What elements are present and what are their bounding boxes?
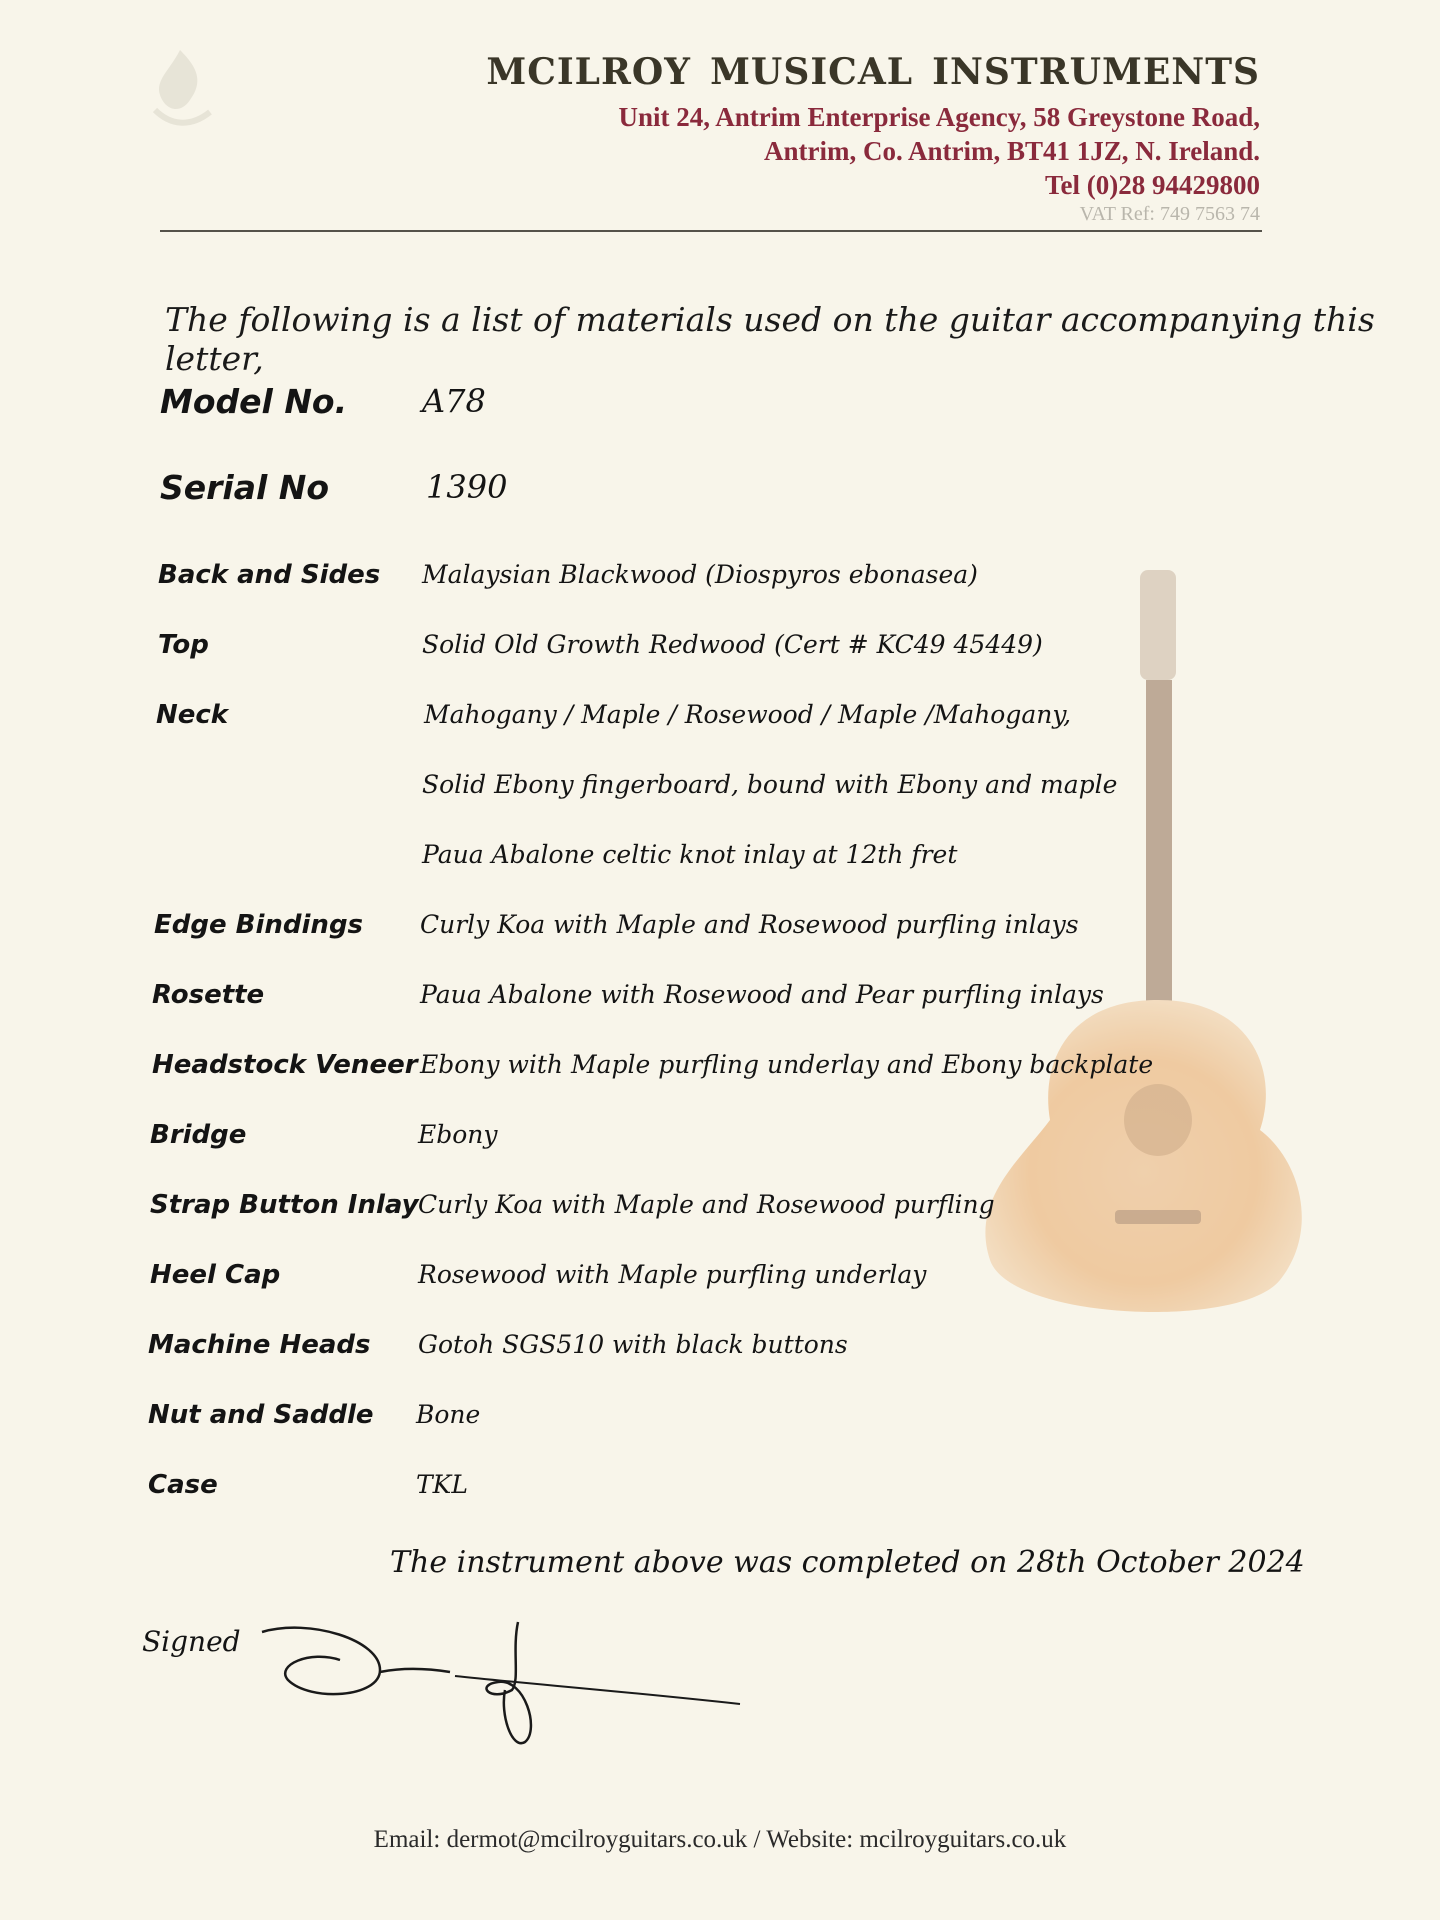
spec-value: Solid Old Growth Redwood (Cert # KC49 45449) [422, 630, 1043, 659]
signed-label: Signed [142, 1625, 241, 1658]
header-divider [160, 230, 1262, 232]
company-name: mcilroy musical instruments [486, 36, 1260, 97]
spec-value: Ebony with Maple purfling underlay and Ebony backplate [420, 1050, 1154, 1079]
handwritten-signature-icon [250, 1610, 750, 1760]
spec-row-nut-saddle [0, 1400, 1440, 1460]
spec-value: A78 [422, 382, 486, 420]
spec-row-top [0, 630, 1440, 690]
spec-row-rosette [0, 980, 1440, 1040]
spec-label: Strap Button Inlay [150, 1190, 419, 1220]
spec-value: Curly Koa with Maple and Rosewood purfling [418, 1190, 995, 1219]
spec-value: TKL [416, 1470, 468, 1499]
spec-value: Gotoh SGS510 with black buttons [418, 1330, 848, 1359]
spec-value: 1390 [426, 468, 508, 506]
spec-label: Heel Cap [150, 1260, 281, 1290]
address-line-2: Antrim, Co. Antrim, BT41 1JZ, N. Ireland. [763, 136, 1260, 166]
spec-row-neck-3 [0, 840, 1440, 900]
spec-label: Nut and Saddle [148, 1400, 374, 1430]
logo-watermark-icon [135, 40, 225, 140]
spec-label: Back and Sides [158, 560, 381, 590]
spec-row-neck-2 [0, 770, 1440, 830]
spec-row-machine-heads [0, 1330, 1440, 1390]
spec-row-serial [0, 468, 1440, 528]
spec-label: Neck [156, 700, 229, 730]
spec-label: Case [148, 1470, 218, 1500]
spec-value: Paua Abalone celtic knot inlay at 12th fret [422, 840, 958, 869]
spec-label: Rosette [152, 980, 265, 1010]
spec-label: Model No. [160, 382, 348, 421]
spec-value: Rosewood with Maple purfling underlay [418, 1260, 927, 1289]
spec-label: Machine Heads [148, 1330, 371, 1360]
spec-value: Bone [416, 1400, 481, 1429]
spec-value: Solid Ebony fingerboard, bound with Ebony and maple [422, 770, 1118, 799]
spec-row-case [0, 1470, 1440, 1530]
spec-row-bridge [0, 1120, 1440, 1180]
spec-label: Top [158, 630, 209, 660]
spec-label: Serial No [160, 468, 330, 507]
footer-contact: Email: dermot@mcilroyguitars.co.uk / Website: mcilroyguitars.co.uk [373, 1826, 1067, 1853]
spec-row-model [0, 382, 1440, 442]
spec-value: Paua Abalone with Rosewood and Pear purfling inlays [420, 980, 1104, 1009]
spec-row-back-sides [0, 560, 1440, 620]
vat-ref: VAT Ref: 749 7563 74 [1079, 203, 1260, 225]
spec-value: Ebony [418, 1120, 498, 1149]
telephone: Tel (0)28 94429800 [1045, 170, 1260, 200]
spec-row-strap-button-inlay [0, 1190, 1440, 1250]
spec-label: Edge Bindings [154, 910, 364, 940]
spec-row-headstock-veneer [0, 1050, 1440, 1110]
spec-value: Curly Koa with Maple and Rosewood purfling inlays [420, 910, 1079, 939]
spec-label: Headstock Veneer [152, 1050, 418, 1080]
spec-label: Bridge [150, 1120, 247, 1150]
intro-text: The following is a list of materials used on the guitar accompanying this letter, [165, 300, 1375, 378]
spec-value: Malaysian Blackwood (Diospyros ebonasea) [422, 560, 978, 589]
completion-statement: The instrument above was completed on 28th October 2024 [390, 1545, 1305, 1580]
address-line-1: Unit 24, Antrim Enterprise Agency, 58 Greystone Road, [618, 102, 1260, 132]
spec-row-heel-cap [0, 1260, 1440, 1320]
spec-row-edge-bindings [0, 910, 1440, 970]
spec-row-neck [0, 700, 1440, 760]
spec-value: Mahogany / Maple / Rosewood / Maple /Mahogany, [424, 700, 1072, 729]
